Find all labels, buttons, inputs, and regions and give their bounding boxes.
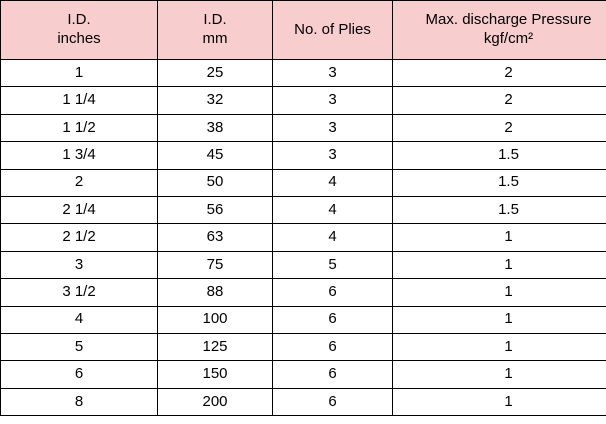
column-header-max-discharge-pressure-line1: Max. discharge Pressure — [425, 11, 592, 29]
cell-pressure: 1.5 — [393, 142, 606, 169]
cell-plies: 3 — [273, 60, 393, 87]
column-header-max-discharge-pressure-line2: kgf/cm² — [483, 30, 534, 47]
table-row — [1, 251, 606, 278]
cell-id-inches: 4 — [1, 306, 158, 333]
cell-plies: 4 — [273, 224, 393, 251]
cell-id-mm: 56 — [158, 196, 273, 223]
cell-plies: 5 — [273, 251, 393, 278]
column-header-id-inches-line2: inches — [57, 30, 101, 47]
column-header-id-mm — [158, 1, 273, 60]
cell-plies: 3 — [273, 114, 393, 141]
cell-id-mm: 25 — [158, 60, 273, 87]
cell-pressure: 1 — [393, 279, 606, 306]
cell-plies: 6 — [273, 361, 393, 388]
cell-id-inches: 2 — [1, 169, 158, 196]
table-row — [1, 87, 606, 114]
cell-id-inches: 8 — [1, 388, 158, 415]
cell-id-mm: 50 — [158, 169, 273, 196]
cell-pressure: 1 — [393, 333, 606, 360]
cell-plies: 3 — [273, 87, 393, 114]
cell-pressure: 2 — [393, 114, 606, 141]
cell-pressure: 1.5 — [393, 169, 606, 196]
cell-plies: 4 — [273, 196, 393, 223]
table-row — [1, 60, 606, 87]
cell-pressure: 1 — [393, 224, 606, 251]
table-body — [1, 60, 606, 416]
table-row — [1, 279, 606, 306]
cell-id-inches: 1 3/4 — [1, 142, 158, 169]
cell-plies: 4 — [273, 169, 393, 196]
table-header — [1, 1, 606, 60]
cell-plies: 6 — [273, 333, 393, 360]
cell-id-mm: 150 — [158, 361, 273, 388]
cell-id-mm: 200 — [158, 388, 273, 415]
cell-id-mm: 88 — [158, 279, 273, 306]
cell-id-inches: 3 — [1, 251, 158, 278]
column-header-id-inches — [1, 1, 158, 60]
cell-id-mm: 38 — [158, 114, 273, 141]
cell-id-inches: 1 — [1, 60, 158, 87]
table-row — [1, 361, 606, 388]
table-row — [1, 333, 606, 360]
cell-id-inches: 3 1/2 — [1, 279, 158, 306]
cell-plies: 3 — [273, 142, 393, 169]
cell-id-mm: 100 — [158, 306, 273, 333]
cell-plies: 6 — [273, 279, 393, 306]
cell-id-mm: 75 — [158, 251, 273, 278]
table-row — [1, 306, 606, 333]
cell-id-mm: 32 — [158, 87, 273, 114]
cell-pressure: 2 — [393, 60, 606, 87]
cell-id-inches: 2 1/2 — [1, 224, 158, 251]
cell-id-inches: 1 1/4 — [1, 87, 158, 114]
cell-pressure: 1 — [393, 306, 606, 333]
column-header-no-of-plies-line1: No. of Plies — [294, 20, 371, 38]
table-row — [1, 169, 606, 196]
cell-pressure: 1.5 — [393, 196, 606, 223]
cell-plies: 6 — [273, 306, 393, 333]
cell-plies: 6 — [273, 388, 393, 415]
table-row — [1, 224, 606, 251]
cell-pressure: 1 — [393, 388, 606, 415]
table-row — [1, 142, 606, 169]
column-header-id-mm-line2: mm — [202, 30, 228, 47]
cell-id-mm: 63 — [158, 224, 273, 251]
table-row — [1, 196, 606, 223]
cell-id-inches: 1 1/2 — [1, 114, 158, 141]
cell-pressure: 2 — [393, 87, 606, 114]
cell-id-mm: 125 — [158, 333, 273, 360]
column-header-no-of-plies — [273, 1, 393, 60]
table-header-row — [1, 1, 606, 60]
cell-id-inches: 2 1/4 — [1, 196, 158, 223]
cell-id-inches: 5 — [1, 333, 158, 360]
column-header-id-inches-line1: I.D. — [67, 11, 91, 29]
cell-pressure: 1 — [393, 251, 606, 278]
cell-id-mm: 45 — [158, 142, 273, 169]
table-row — [1, 388, 606, 415]
column-header-max-discharge-pressure — [393, 1, 606, 60]
cell-id-inches: 6 — [1, 361, 158, 388]
column-header-id-mm-line1: I.D. — [203, 11, 227, 29]
cell-pressure: 1 — [393, 361, 606, 388]
table-row — [1, 114, 606, 141]
